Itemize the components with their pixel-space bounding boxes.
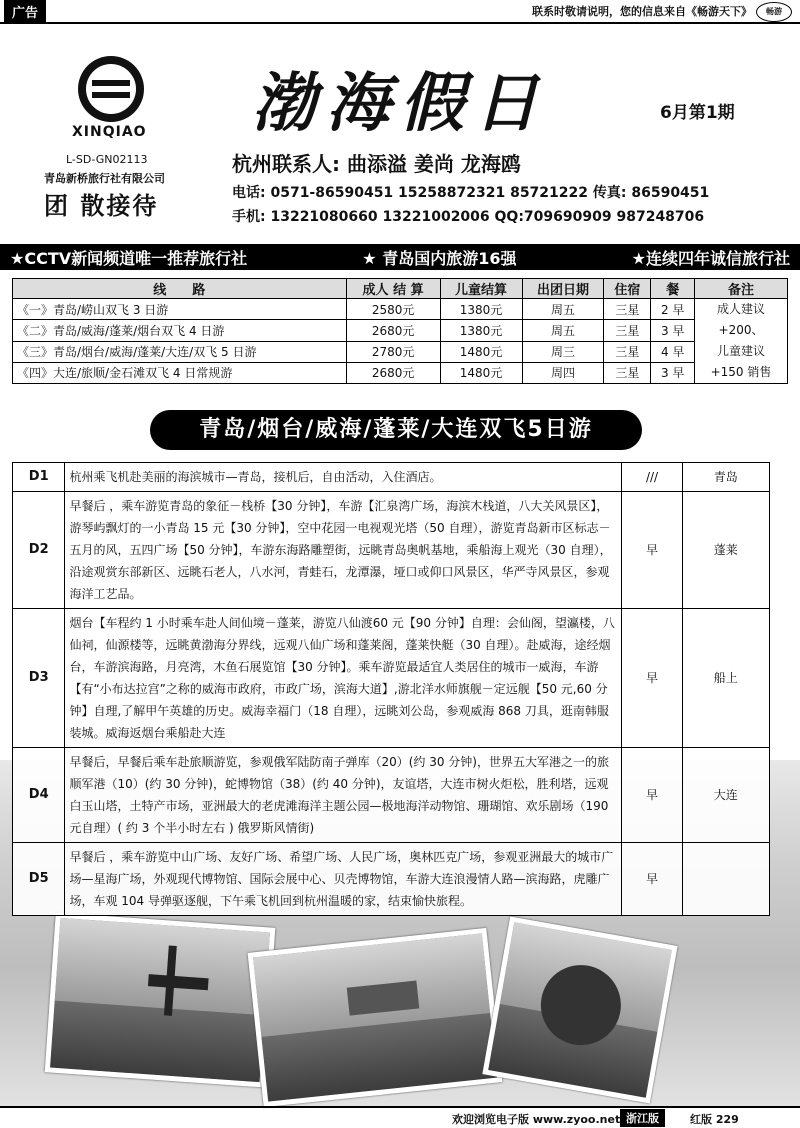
- child-price: 1480元: [440, 341, 522, 362]
- col-adult: 成人 结 算: [346, 279, 440, 299]
- day-meal: 早: [622, 492, 682, 609]
- day-lodging: 蓬莱: [682, 492, 769, 609]
- price-header-row: [13, 279, 788, 299]
- hotel-cell: 三星: [604, 341, 651, 362]
- day-meal: 早: [622, 748, 682, 843]
- day-meal: ///: [622, 463, 682, 492]
- depart-date: 周三: [522, 341, 604, 362]
- photo-city-marina: [248, 928, 503, 1107]
- company-name: 青岛新桥旅行社有限公司: [44, 172, 165, 185]
- source-note: 联系时敬请说明，您的信息来自《畅游天下》: [532, 5, 752, 18]
- ad-tag: 广告: [4, 0, 46, 23]
- itinerary-row: [13, 748, 770, 843]
- route-title: 青岛/烟台/威海/蓬莱/大连双飞5日游: [150, 410, 642, 450]
- footer-site: 欢迎浏览电子版 www.zyoo.net: [452, 1113, 621, 1126]
- footer-page: 红版 229: [690, 1113, 739, 1126]
- issue-label: 6月第1期: [660, 103, 735, 123]
- service-slogan: 团 散接待: [44, 192, 159, 220]
- depart-date: 周四: [522, 362, 604, 383]
- honors-banner: [0, 244, 800, 270]
- child-price: 1480元: [440, 362, 522, 383]
- meal-cell: 2 早: [651, 299, 695, 320]
- magazine-logo-icon: 畅游: [756, 2, 792, 22]
- agency-brand: XINQIAO: [72, 124, 147, 140]
- day-description: 杭州乘飞机赴美丽的海滨城市—青岛，接机后，自由活动，入住酒店。: [65, 463, 622, 492]
- photo-sculpture: [482, 916, 677, 1103]
- day-lodging: 大连: [682, 748, 769, 843]
- route-cell: 《二》青岛/威海/蓬莱/烟台双飞 4 日游: [13, 320, 347, 341]
- adult-price: 2580元: [346, 299, 440, 320]
- note-line: +200、: [718, 323, 764, 337]
- table-row: [13, 299, 788, 320]
- contact-person: 杭州联系人: 曲添溢 姜尚 龙海鸥: [232, 152, 521, 176]
- hotel-cell: 三星: [604, 362, 651, 383]
- day-label: D4: [13, 748, 65, 843]
- day-label: D3: [13, 609, 65, 748]
- table-row: [13, 341, 788, 362]
- itinerary-row: [13, 492, 770, 609]
- honor-item: ★CCTV新闻频道唯一推荐旅行社: [10, 248, 248, 268]
- day-lodging: 船上: [682, 609, 769, 748]
- page-footer: [0, 1106, 800, 1128]
- itinerary-row: [13, 463, 770, 492]
- note-line: 儿童建议: [716, 344, 765, 358]
- day-lodging: [682, 843, 769, 916]
- adult-price: 2680元: [346, 362, 440, 383]
- col-date: 出团日期: [522, 279, 604, 299]
- col-note: 备注: [695, 279, 788, 299]
- col-route: 线 路: [13, 279, 347, 299]
- depart-date: 周五: [522, 299, 604, 320]
- contact-phone: 电话: 0571-86590451 15258872321 85721222 传真: 86590451: [232, 185, 710, 201]
- day-meal: 早: [622, 609, 682, 748]
- note-line: 成人建议: [716, 302, 765, 316]
- day-meal: 早: [622, 843, 682, 916]
- itinerary-row: [13, 609, 770, 748]
- day-label: D2: [13, 492, 65, 609]
- itinerary-table: [12, 462, 770, 916]
- meal-cell: 4 早: [651, 341, 695, 362]
- child-price: 1380元: [440, 299, 522, 320]
- price-note: [695, 299, 788, 384]
- col-meal: 餐: [651, 279, 695, 299]
- honor-item: ★连续四年诚信旅行社: [631, 248, 790, 268]
- day-lodging: 青岛: [682, 463, 769, 492]
- page-title: 渤海假日: [252, 66, 548, 141]
- day-description: 早餐后 ，乘车游览中山广场、友好广场、希望广场、人民广场，奥林匹克广场，参观亚洲最大的城市广场—星海广场，外观现代博物馆、国际会展中心、贝壳博物馆，车游大连浪漫情人路—滨海路，虎雕广场，车观 104 导弹驱逐舰，下午乘飞机回到杭州温暖的家，结束愉快旅程。: [65, 843, 622, 916]
- agency-logo-icon: [78, 56, 144, 122]
- note-line: +150 销售: [710, 365, 772, 379]
- honor-item: ★ 青岛国内旅游16强: [362, 248, 517, 268]
- price-table: [12, 278, 788, 384]
- top-bar: [0, 0, 800, 24]
- child-price: 1380元: [440, 320, 522, 341]
- adult-price: 2680元: [346, 320, 440, 341]
- route-cell: 《四》大连/旅顺/金石滩双飞 4 日常规游: [13, 362, 347, 383]
- footer-edition: 浙江版: [620, 1109, 665, 1127]
- itinerary-row: [13, 843, 770, 916]
- contact-mobile: 手机: 13221080660 13221002006 QQ:709690909 987248706: [232, 209, 705, 225]
- table-row: [13, 362, 788, 383]
- day-description: 烟台【车程约 1 小时乘车赴人间仙境－蓬莱，游览八仙渡60 元【90 分钟】自理：会仙阁，望瀛楼，八仙祠，仙源楼等，远眺黄渤海分界线，远观八仙广场和蓬莱阁，蓬莱快艇（30 自理）。赴威海，途经烟台，车游滨海路，月亮湾，木鱼石展览馆【30 分钟】。乘车游览最适宜人类居住的城市一威海，车游【有“小布达拉宫”之称的威海市政府，市政广场，滨海大道】,游北洋水师旗舰－定远舰【50 元,60 分钟】自理,了解甲午英雄的历史。威海幸福门（18 自理），远眺刘公岛，参观威海 868 刀具，逛南韩服装城。威海返烟台乘船赴大连: [65, 609, 622, 748]
- adult-price: 2780元: [346, 341, 440, 362]
- meal-cell: 3 早: [651, 362, 695, 383]
- hotel-cell: 三星: [604, 299, 651, 320]
- day-label: D1: [13, 463, 65, 492]
- route-cell: 《三》青岛/烟台/威海/蓬莱/大连/双飞 5 日游: [13, 341, 347, 362]
- table-row: [13, 320, 788, 341]
- col-child: 儿童结算: [440, 279, 522, 299]
- photo-harbor: [45, 913, 276, 1088]
- day-description: 早餐后 ，乘车游览青岛的象征－栈桥【30 分钟】，车游【汇泉湾广场，海滨木栈道，八大关风景区】，游琴屿飘灯的一小青岛 15 元【30 分钟】，空中花园一电视观光塔（50 自理），游览青岛新市区标志－五月的风，五四广场【50 分钟】，车游东海路雕塑街，远眺青岛奥帆基地，乘船海上观光（30 自理），沿途观赏东部新区、远眺石老人，八水河，青蛙石，龙潭瀑，垭口或仰口风景区，华严寺风景区，参观海洋工艺品。: [65, 492, 622, 609]
- route-cell: 《一》青岛/崂山双飞 3 日游: [13, 299, 347, 320]
- day-description: 早餐后，早餐后乘车赴旅顺游览，参观俄军陆防南子弹库（20）(约 30 分钟)，世界五大军港之一的旅顺军港（10）(约 30 分钟)，蛇博物馆（38）(约 40 分钟)，友谊塔，大连市树火炬松，胜利塔，远观白玉山塔，土特产市场，亚洲最大的老虎滩海洋主题公园—极地海洋动物馆、珊瑚馆、欢乐剧场（190 元自理）( 约 3 个半小时左右 ) 俄罗斯风情街): [65, 748, 622, 843]
- day-label: D5: [13, 843, 65, 916]
- license-number: L-SD-GN02113: [66, 153, 148, 166]
- depart-date: 周五: [522, 320, 604, 341]
- col-hotel: 住宿: [604, 279, 651, 299]
- meal-cell: 3 早: [651, 320, 695, 341]
- hotel-cell: 三星: [604, 320, 651, 341]
